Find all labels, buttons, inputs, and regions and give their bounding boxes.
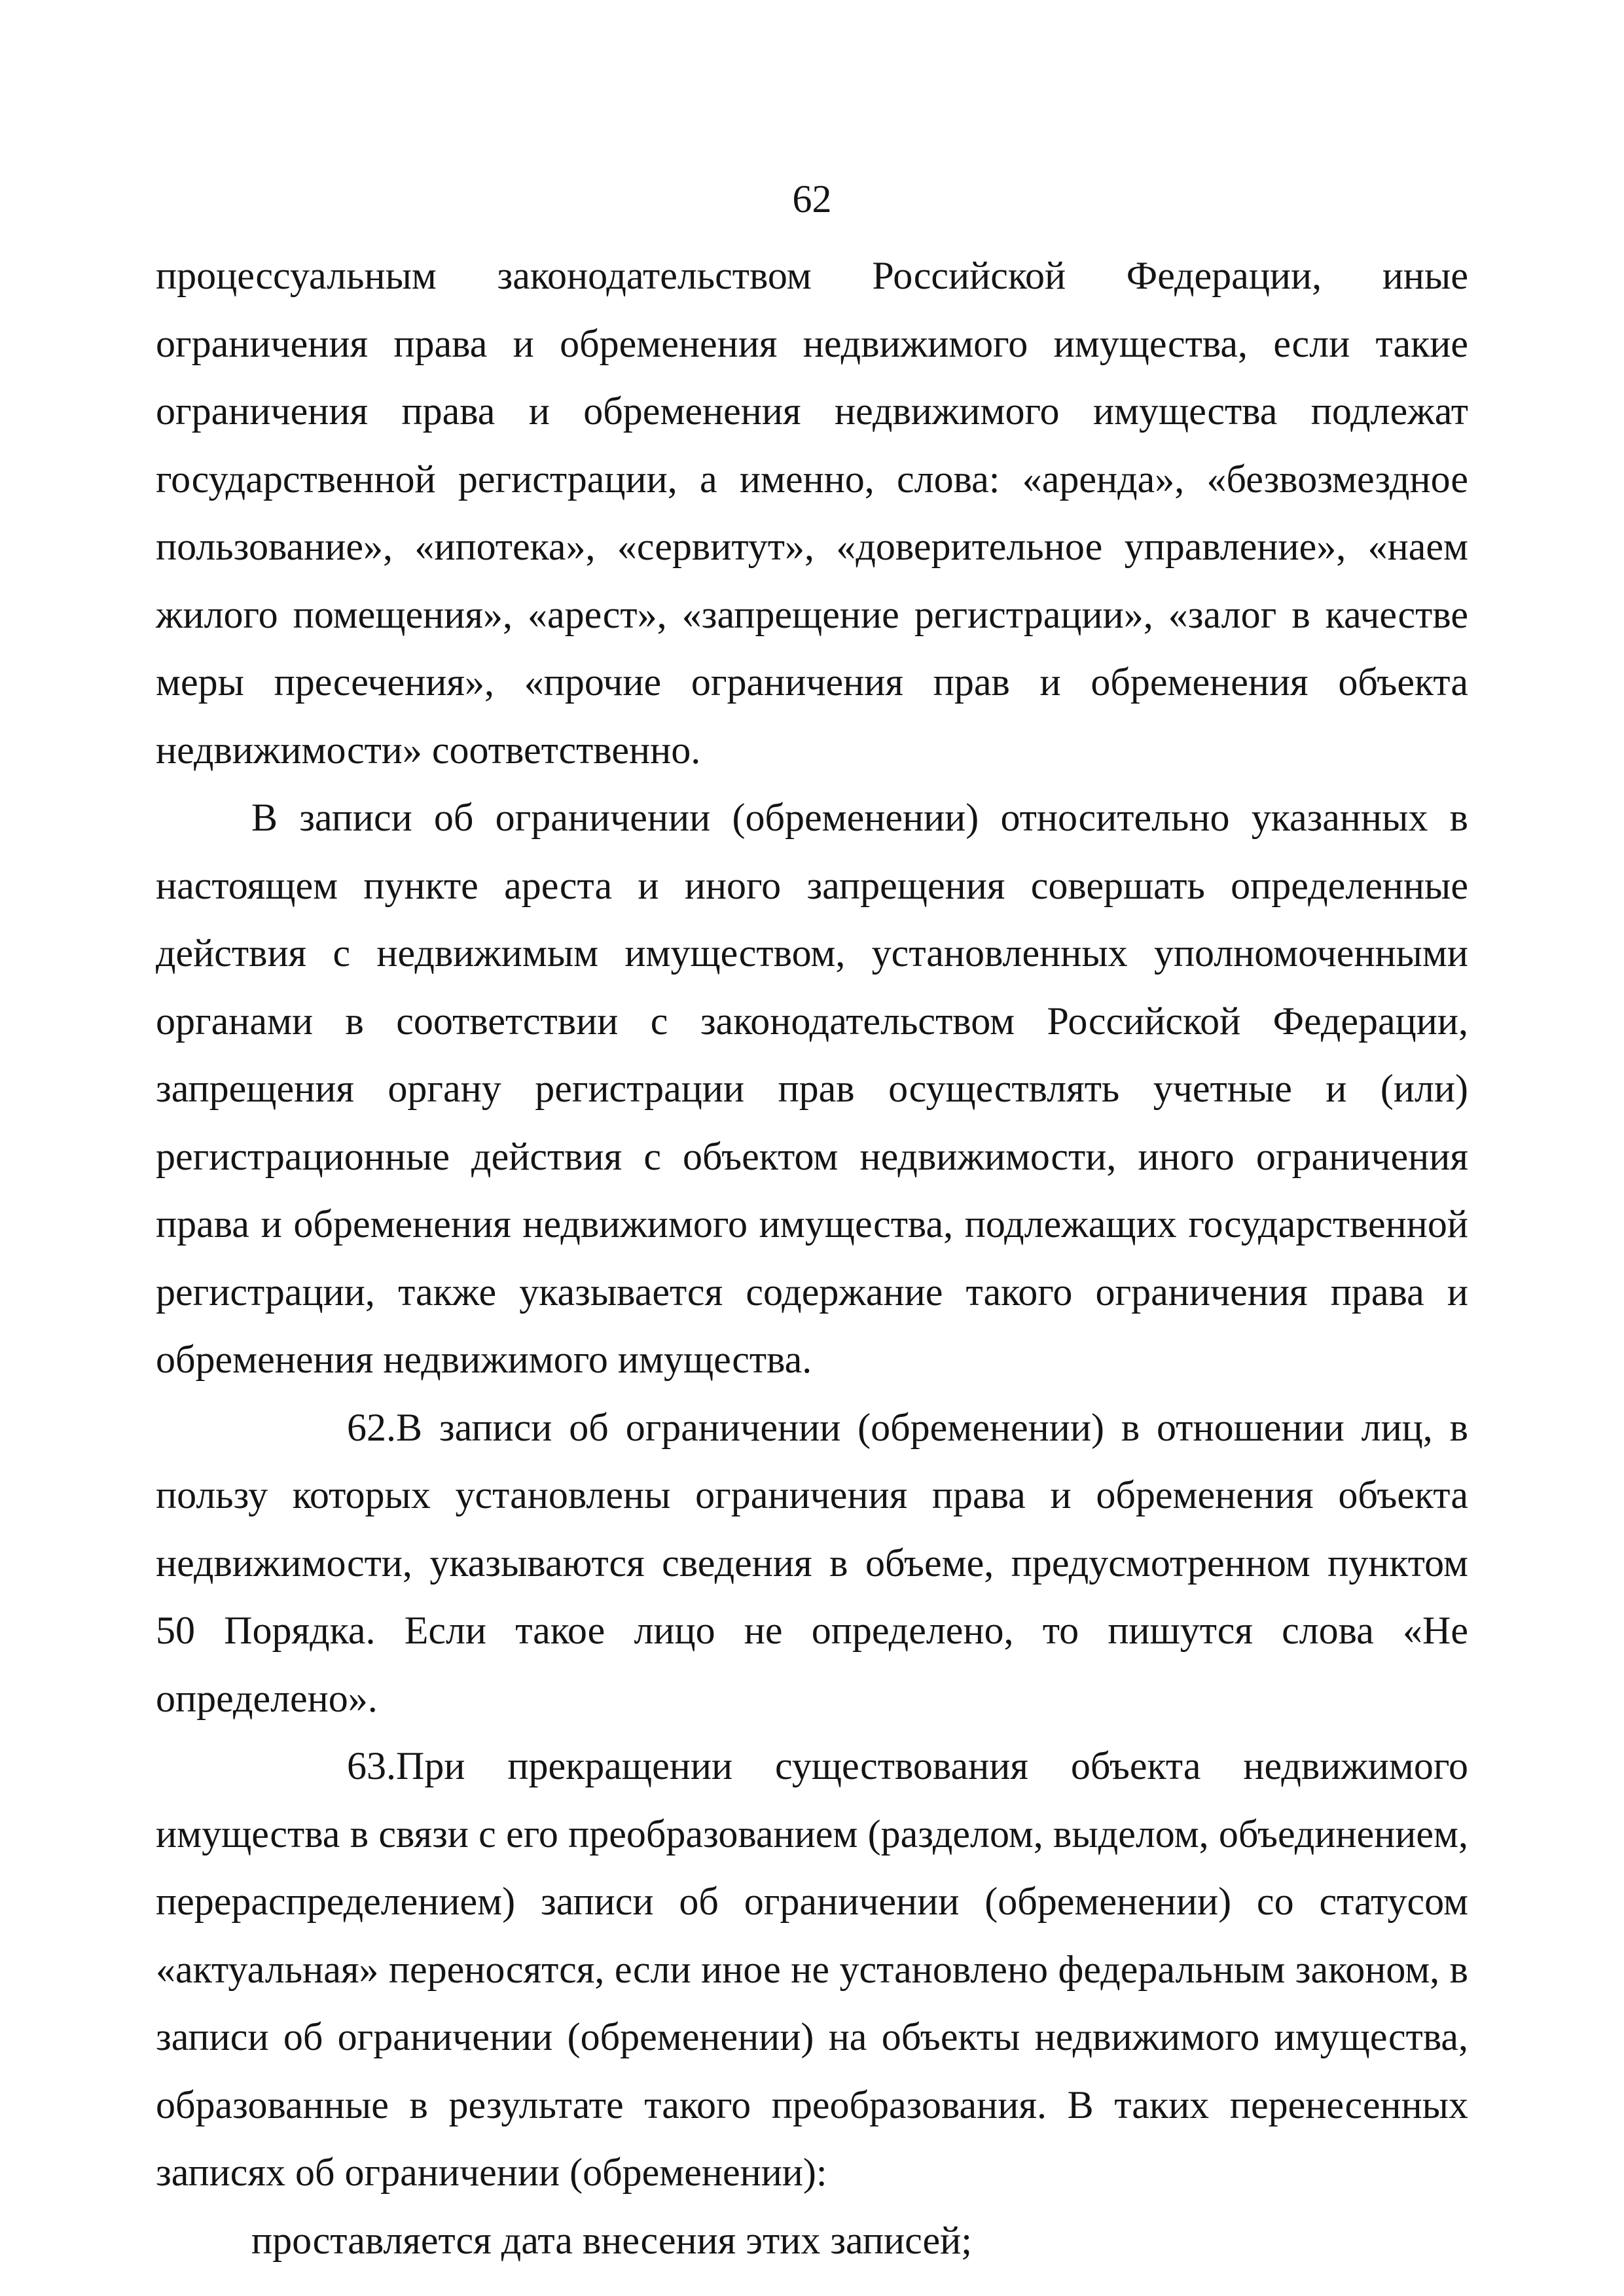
paragraph-item-63 (156, 1732, 1468, 2207)
item-text: В записи об ограничении (обременении) в отношении лиц, в пользу которых установлены ограничения права и обременения объекта недвижимости, указываются сведения в объеме, предусмотренном пунктом 50 Порядка. Если такое лицо не определено, то пишутся слова «Не определено». (156, 1405, 1468, 1720)
document-body (156, 242, 1468, 2274)
paragraph-item-62 (156, 1394, 1468, 1733)
paragraph-continuation: процессуальным законодательством Российской Федерации, иные ограничения права и обременения недвижимого имущества, если такие ограничения права и обременения недвижимого имущества подлежат государственной регистрации, а именно, слова: «аренда», «безвозмездное пользование», «ипотека», «сервитут», «доверительное управление», «наем жилого помещения», «арест», «запрещение регистрации», «залог в качестве меры пресечения», «прочие ограничения прав и обременения объекта недвижимости» соответственно. (156, 254, 1468, 772)
item-text: При прекращении существования объекта недвижимого имущества в связи с его преобразованием (разделом, выделом, объединением, перераспределением) записи об ограничении (обременении) со статусом «актуальная» переносятся, если иное не установлено федеральным законом, в записи об ограничении (обременении) на объекты недвижимого имущества, образованные в результате такого преобразования. В таких перенесенных записях об ограничении (обременении): (156, 1744, 1468, 2194)
item-number: 63. (347, 1744, 396, 1787)
page-number: 62 (792, 177, 832, 221)
item-number: 62. (347, 1405, 396, 1449)
paragraph-arrest-entry: В записи об ограничении (обременении) относительно указанных в настоящем пункте ареста и иного запрещения совершать определенные действия с недвижимым имуществом, установленных уполномоченными органами в соответствии с законодательством Российской Федерации, запрещения органу регистрации прав осуществлять учетные и (или) регистрационные действия с объектом недвижимости, иного ограничения права и обременения недвижимого имущества, подлежащих государственной регистрации, также указывается содержание такого ограничения права и обременения недвижимого имущества. (156, 796, 1468, 1381)
paragraph-sub-item: проставляется дата внесения этих записей; (251, 2218, 972, 2262)
